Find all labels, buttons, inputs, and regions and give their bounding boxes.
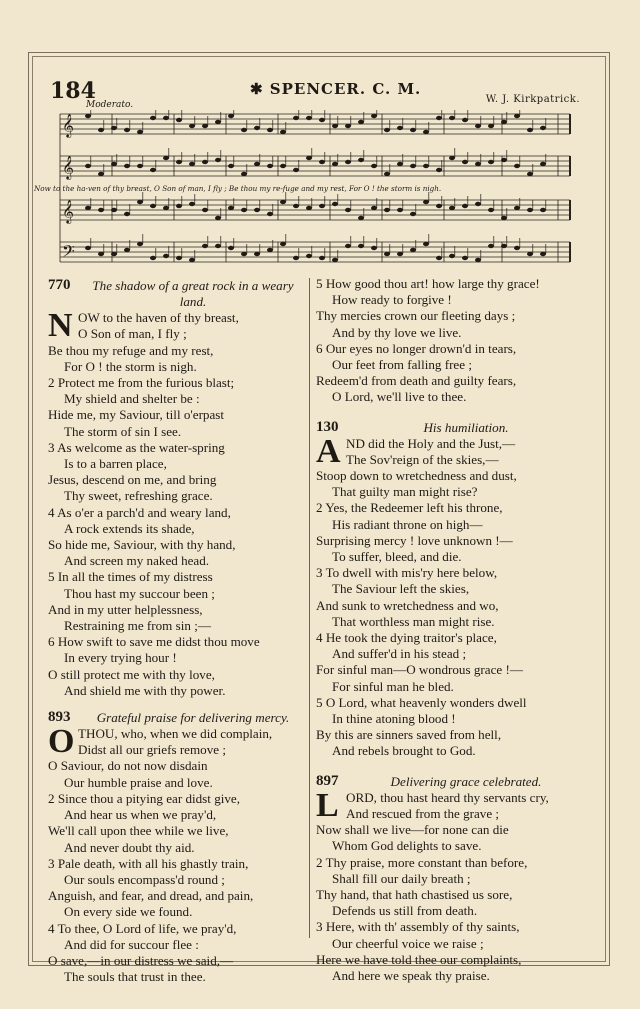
right-column (316, 276, 582, 984)
verse-line: The souls that trust in thee. (64, 969, 206, 985)
note-head (410, 164, 416, 168)
hymn-893-stanza (48, 723, 304, 761)
note-head (111, 126, 117, 130)
verse-line: That worthless man might rise. (332, 613, 495, 629)
note-head (488, 244, 494, 248)
score-lyrics: Now to the ha-ven of thy breast, O Son of man, I fly ; Be thou my re-fuge and my rest, For O ! the storm is nigh. (34, 184, 442, 193)
note-head (124, 248, 130, 252)
verse-line: For O ! the storm is nigh. (64, 358, 197, 374)
verse-line: O Lord, we'll live to thee. (332, 389, 467, 405)
note-head (228, 164, 234, 168)
verse-line: 3 As welcome as the water-spring (48, 439, 225, 455)
hymn-topic: The shadow of a great rock in a weary (92, 278, 294, 293)
note-head (85, 206, 91, 210)
note-head (293, 256, 299, 260)
verse-line: Here we have told thee our complaints, (316, 951, 522, 967)
note-head (280, 130, 286, 134)
note-head (124, 212, 130, 216)
note-head (319, 118, 325, 122)
verse-line: O Son of man, I fly ; (78, 326, 187, 342)
verse-line: The storm of sin I see. (64, 423, 182, 439)
note-head (319, 256, 325, 260)
note-head (163, 254, 169, 258)
verse-line: And rescued from the grave ; (346, 805, 500, 821)
verse-line: O Saviour, do not now disdain (48, 758, 208, 774)
note-head (488, 124, 494, 128)
note-head (371, 246, 377, 250)
note-head (150, 116, 156, 120)
verse-line: How ready to forgive ! (332, 292, 452, 308)
verse-line: And shield me with thy power. (64, 682, 226, 698)
note-head (501, 216, 507, 220)
verse-line: The Sov'reign of the skies,— (346, 451, 499, 467)
verse-line: To suffer, bleed, and die. (332, 549, 462, 565)
verse-line: And rebels brought to God. (332, 743, 476, 759)
hymn-770-heading (48, 278, 304, 294)
hymn-number: 770 (48, 277, 71, 293)
note-head (163, 156, 169, 160)
note-head (306, 254, 312, 258)
verse-line: Thy sweet, refreshing grace. (64, 488, 213, 504)
note-head (449, 116, 455, 120)
note-head (384, 252, 390, 256)
note-head (241, 252, 247, 256)
verse-line: Restraining me from sin ;— (64, 618, 211, 634)
note-head (150, 256, 156, 260)
verse-line: On every side we found. (64, 904, 193, 920)
note-head (462, 160, 468, 164)
note-head (98, 208, 104, 212)
hymn-897-stanza (316, 786, 582, 824)
hymn-number: 130 (316, 418, 339, 435)
verse-line: And here we speak thy praise. (332, 967, 490, 983)
verse-line: 3 Here, with th' assembly of thy saints, (316, 919, 520, 935)
verse-line: Defends us still from death. (332, 903, 478, 919)
hymn-130-heading (316, 420, 582, 436)
verse-line: O still protect me with thy love, (48, 666, 215, 682)
note-head (527, 208, 533, 212)
note-head (267, 164, 273, 168)
hymn-893-heading (48, 710, 304, 726)
hymn-897-heading (316, 774, 582, 790)
note-head (111, 162, 117, 166)
verse-line: Surprising mercy ! love unknown !— (316, 532, 513, 548)
note-head (137, 200, 143, 204)
verse-line: And hear us when we pray'd, (64, 807, 217, 823)
note-head (410, 212, 416, 216)
note-head (345, 124, 351, 128)
note-head (280, 200, 286, 204)
hymn-number: 897 (316, 772, 339, 789)
note-head (436, 168, 442, 172)
verse-line: 4 To thee, O Lord of life, we pray'd, (48, 920, 237, 936)
note-head (150, 168, 156, 172)
note-head (98, 252, 104, 256)
note-head (202, 244, 208, 248)
clef: 𝄞 (62, 155, 74, 179)
note-head (98, 172, 104, 176)
note-head (540, 252, 546, 256)
note-head (449, 254, 455, 258)
verse-line: And did for succour flee : (64, 936, 199, 952)
verse-line: Anguish, and fear, and dread, and pain, (48, 888, 254, 904)
note-head (306, 206, 312, 210)
note-head (449, 206, 455, 210)
note-head (527, 128, 533, 132)
clef: 𝄞 (62, 199, 74, 223)
note-head (293, 168, 299, 172)
note-head (202, 124, 208, 128)
composer-name: W. J. Kirkpatrick. (485, 94, 580, 105)
verse-line: Didst all our griefs remove ; (78, 742, 226, 758)
note-head (501, 120, 507, 124)
note-head (501, 244, 507, 248)
note-head (514, 114, 520, 118)
verse-line: A rock extends its shade, (64, 520, 195, 536)
left-column (48, 276, 304, 985)
note-head (332, 124, 338, 128)
note-head (371, 164, 377, 168)
note-head (176, 160, 182, 164)
note-head (397, 162, 403, 166)
note-head (241, 128, 247, 132)
note-head (189, 202, 195, 206)
note-head (267, 128, 273, 132)
verse-line: Stoop down to wretchedness and dust, (316, 468, 517, 484)
note-head (397, 126, 403, 130)
note-head (215, 216, 221, 220)
note-head (254, 126, 260, 130)
tune-title: ✱ SPENCER. C. M. (250, 80, 422, 98)
note-head (475, 202, 481, 206)
note-head (254, 208, 260, 212)
note-head (397, 208, 403, 212)
note-head (527, 252, 533, 256)
note-head (501, 158, 507, 162)
verse-line: 3 Pale death, with all his ghastly train, (48, 855, 249, 871)
note-head (358, 120, 364, 124)
verse-line: 2 Thy praise, more constant than before, (316, 854, 528, 870)
note-head (475, 162, 481, 166)
note-head (111, 208, 117, 212)
note-head (410, 248, 416, 252)
note-head (150, 204, 156, 208)
hymn-topic-cont: land. (179, 294, 207, 309)
note-head (98, 128, 104, 132)
note-head (293, 116, 299, 120)
note-head (384, 208, 390, 212)
hymn-130-stanza (316, 432, 582, 470)
note-head (540, 126, 546, 130)
note-head (241, 208, 247, 212)
verse-line: 5 O Lord, what heavenly wonders dwell (316, 694, 527, 710)
verse-line: 4 As o'er a parch'd and weary land, (48, 504, 231, 520)
note-head (345, 244, 351, 248)
verse-line: Be thou my refuge and my rest, (48, 342, 214, 358)
note-head (163, 116, 169, 120)
note-head (280, 242, 286, 246)
note-head (306, 156, 312, 160)
verse-line: In every trying hour ! (64, 650, 177, 666)
verse-line: My shield and shelter be : (64, 391, 200, 407)
note-head (423, 164, 429, 168)
note-head (345, 160, 351, 164)
note-head (189, 258, 195, 262)
verse-line: 6 Our eyes no longer drown'd in tears, (316, 340, 517, 356)
note-head (202, 160, 208, 164)
note-head (527, 172, 533, 176)
note-head (436, 204, 442, 208)
verse-line: And screen my naked head. (64, 553, 210, 569)
note-head (163, 206, 169, 210)
note-head (241, 172, 247, 176)
note-head (137, 242, 143, 246)
page-number: 184 (50, 78, 96, 104)
verse-line: 4 He took the dying traitor's place, (316, 630, 497, 646)
verse-line: Thy mercies crown our fleeting days ; (316, 308, 516, 324)
drop-cap: L (316, 786, 339, 824)
note-head (371, 114, 377, 118)
verse-line: And sunk to wretchedness and wo, (316, 597, 499, 613)
note-head (189, 124, 195, 128)
note-head (319, 204, 325, 208)
note-head (488, 208, 494, 212)
note-head (410, 128, 416, 132)
verse-line: 2 Protect me from the furious blast; (48, 375, 235, 391)
verse-line: Is to a barren place, (64, 456, 167, 472)
clef: 𝄢 (62, 241, 75, 265)
verse-line: Now shall we live—for none can die (316, 822, 509, 838)
verse-line: The Saviour left the skies, (332, 581, 470, 597)
verse-line: Thou hast my succour been ; (64, 585, 215, 601)
verse-line: OW to the haven of thy breast, (78, 310, 239, 326)
verse-line: Our souls encompass'd round ; (64, 871, 225, 887)
note-head (462, 118, 468, 122)
hymn-770-stanza (48, 307, 304, 345)
verse-line: And by thy love we live. (332, 324, 462, 340)
note-head (345, 208, 351, 212)
note-head (267, 212, 273, 216)
verse-line: 5 How good thou art! how large thy grace! (316, 276, 540, 291)
note-head (462, 256, 468, 260)
verse-line: 5 In all the times of my distress (48, 569, 213, 585)
note-head (176, 118, 182, 122)
note-head (436, 116, 442, 120)
note-head (111, 252, 117, 256)
hymn-number: 893 (48, 709, 71, 726)
verse-line: So hide me, Saviour, with thy hand, (48, 537, 236, 553)
hymn-topic: His humiliation. (423, 419, 509, 435)
verse-line: By this are sinners saved from hell, (316, 727, 502, 743)
note-head (267, 248, 273, 252)
note-head (137, 164, 143, 168)
note-head (228, 114, 234, 118)
verse-line: ORD, thou hast heard thy servants cry, (346, 789, 549, 805)
note-head (397, 252, 403, 256)
verse-line: And in my utter helplessness, (48, 601, 203, 617)
note-head (280, 164, 286, 168)
note-head (137, 130, 143, 134)
note-head (475, 258, 481, 262)
note-head (215, 244, 221, 248)
verse-line: 6 How swift to save me didst thou move (48, 634, 260, 650)
note-head (332, 202, 338, 206)
verse-line: For sinful man he bled. (332, 678, 454, 694)
note-head (202, 208, 208, 212)
note-head (423, 200, 429, 204)
note-head (215, 120, 221, 124)
note-head (332, 258, 338, 262)
verse-line: Our feet from falling free ; (332, 357, 472, 373)
note-head (215, 158, 221, 162)
note-head (319, 160, 325, 164)
verse-line: We'll call upon thee while we live, (48, 823, 229, 839)
verse-line: THOU, who, when we did complain, (78, 726, 273, 742)
note-head (540, 162, 546, 166)
note-head (332, 162, 338, 166)
verse-line: For sinful man—O wondrous grace !— (316, 662, 523, 678)
note-head (423, 130, 429, 134)
note-head (358, 216, 364, 220)
note-head (254, 162, 260, 166)
note-head (124, 164, 130, 168)
note-head (293, 204, 299, 208)
verse-line: That guilty man might rise? (332, 484, 478, 500)
note-head (228, 246, 234, 250)
note-head (514, 246, 520, 250)
verse-line: 2 Since thou a pitying ear didst give, (48, 790, 241, 806)
column-divider (309, 278, 310, 938)
verse-line: 3 To dwell with mis'ry here below, (316, 565, 498, 581)
note-head (228, 206, 234, 210)
note-head (462, 204, 468, 208)
hymn-topic: Delivering grace celebrated. (390, 773, 542, 789)
note-head (540, 208, 546, 212)
verse-line: 2 Yes, the Redeemer left his throne, (316, 500, 503, 516)
hymn-topic: Grateful praise for delivering mercy. (96, 710, 290, 726)
verse-line: Whom God delights to save. (332, 838, 482, 854)
verse-line: O save,—in our distress we said,— (48, 952, 234, 968)
verse-line: Our cheerful voice we raise ; (332, 935, 484, 951)
drop-cap: A (316, 432, 341, 470)
note-head (176, 256, 182, 260)
note-head (358, 244, 364, 248)
verse-line: Redeem'd from death and guilty fears, (316, 373, 517, 389)
note-head (384, 128, 390, 132)
verse-line: And suffer'd in his stead ; (332, 646, 467, 662)
note-head (85, 164, 91, 168)
verse-line: And never doubt thy aid. (64, 839, 195, 855)
note-head (436, 256, 442, 260)
drop-cap: O (48, 723, 75, 761)
note-head (371, 206, 377, 210)
verse-line: His radiant throne on high— (332, 516, 483, 532)
note-head (306, 116, 312, 120)
note-head (423, 242, 429, 246)
note-head (85, 114, 91, 118)
drop-cap: N (48, 307, 73, 345)
note-head (475, 124, 481, 128)
verse-line: Thy hand, that hath chastised us sore, (316, 886, 513, 902)
note-head (176, 204, 182, 208)
note-head (449, 156, 455, 160)
verse-line: Jesus, descend on me, and bring (48, 472, 217, 488)
note-head (85, 246, 91, 250)
verse-line: Hide me, my Saviour, till o'erpast (48, 407, 225, 423)
verse-line: Shall fill our daily breath ; (332, 870, 471, 886)
note-head (488, 160, 494, 164)
verse-line: ND did the Holy and the Just,— (346, 435, 516, 451)
verse-line: Our humble praise and love. (64, 774, 213, 790)
tempo-marking: Moderato. (86, 100, 134, 110)
note-head (124, 128, 130, 132)
note-head (189, 162, 195, 166)
note-head (384, 172, 390, 176)
note-head (514, 164, 520, 168)
note-head (358, 158, 364, 162)
clef: 𝄞 (62, 113, 74, 137)
verse-line: In thine atoning blood ! (332, 711, 456, 727)
note-head (514, 206, 520, 210)
note-head (254, 252, 260, 256)
